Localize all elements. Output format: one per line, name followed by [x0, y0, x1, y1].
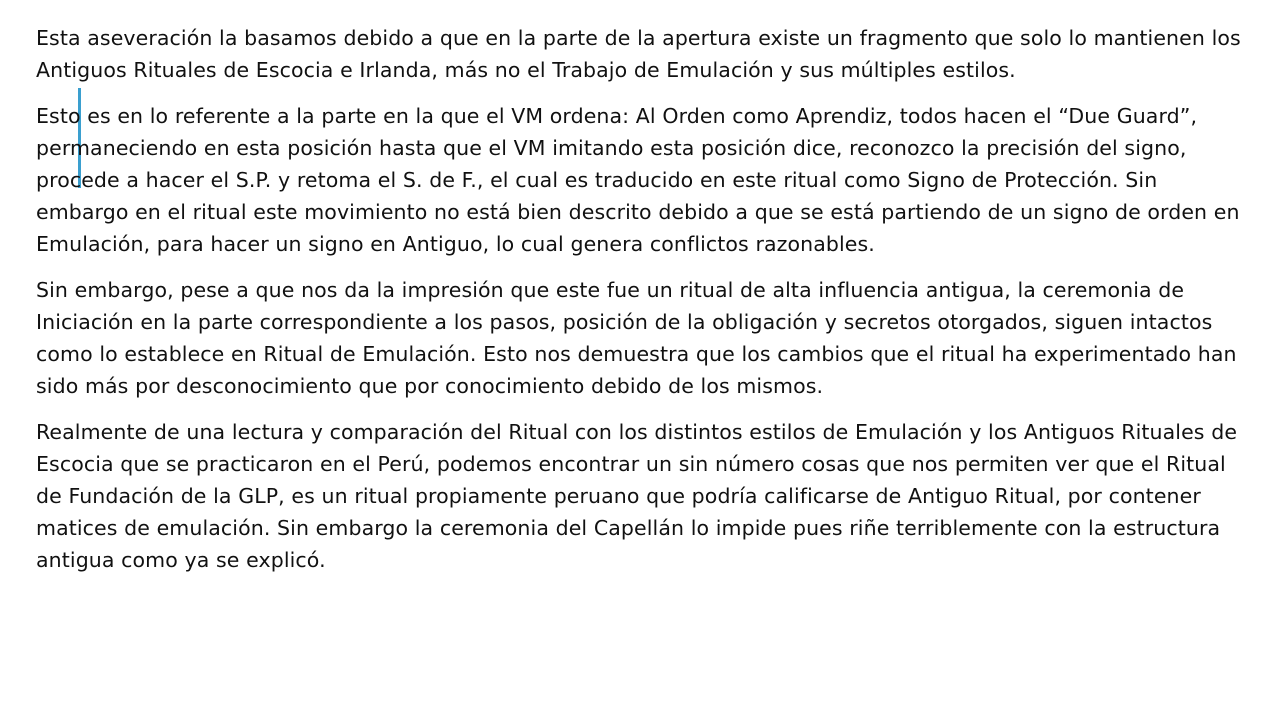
text-body — [36, 22, 1248, 590]
paragraph-2: Esto es en lo referente a la parte en la que el VM ordena: Al Orden como Aprendiz, todos hacen el “Due Guard”, permaneciendo en esta posición hasta que el VM imitando esta posición dice, reconozco la precisión del signo, procede a hacer el S.P. y retoma el S. de F., el cual es traducido en este ritual como Signo de Protección. Sin embargo en el ritual este movimiento no está bien descrito debido a que se está partiendo de un signo de orden en Emulación, para hacer un signo en Antiguo, lo cual genera conflictos razonables. — [36, 104, 1240, 256]
paragraph-3: Sin embargo, pese a que nos da la impresión que este fue un ritual de alta influencia antigua, la ceremonia de Iniciación en la parte correspondiente a los pasos, posición de la obligación y secretos otorgados, siguen intactos como lo establece en Ritual de Emulación. Esto nos demuestra que los cambios que el ritual ha experimentado han sido más por desconocimiento que por conocimiento debido de los mismos. — [36, 278, 1237, 398]
paragraph-4: Realmente de una lectura y comparación del Ritual con los distintos estilos de Emulación y los Antiguos Rituales de Escocia que se practicaron en el Perú, podemos encontrar un sin número cosas que nos permiten ver que el Ritual de Fundación de la GLP, es un ritual propiamente peruano que podría calificarse de Antiguo Ritual, por contener matices de emulación. Sin embargo la ceremonia del Capellán lo impide pues riñe terriblemente con la estructura antigua como ya se explicó. — [36, 420, 1238, 572]
paragraph-1: Esta aseveración la basamos debido a que en la parte de la apertura existe un fragmento que solo lo mantienen los Antiguos Rituales de Escocia e Irlanda, más no el Trabajo de Emulación y sus múltiples estilos. — [36, 26, 1241, 82]
